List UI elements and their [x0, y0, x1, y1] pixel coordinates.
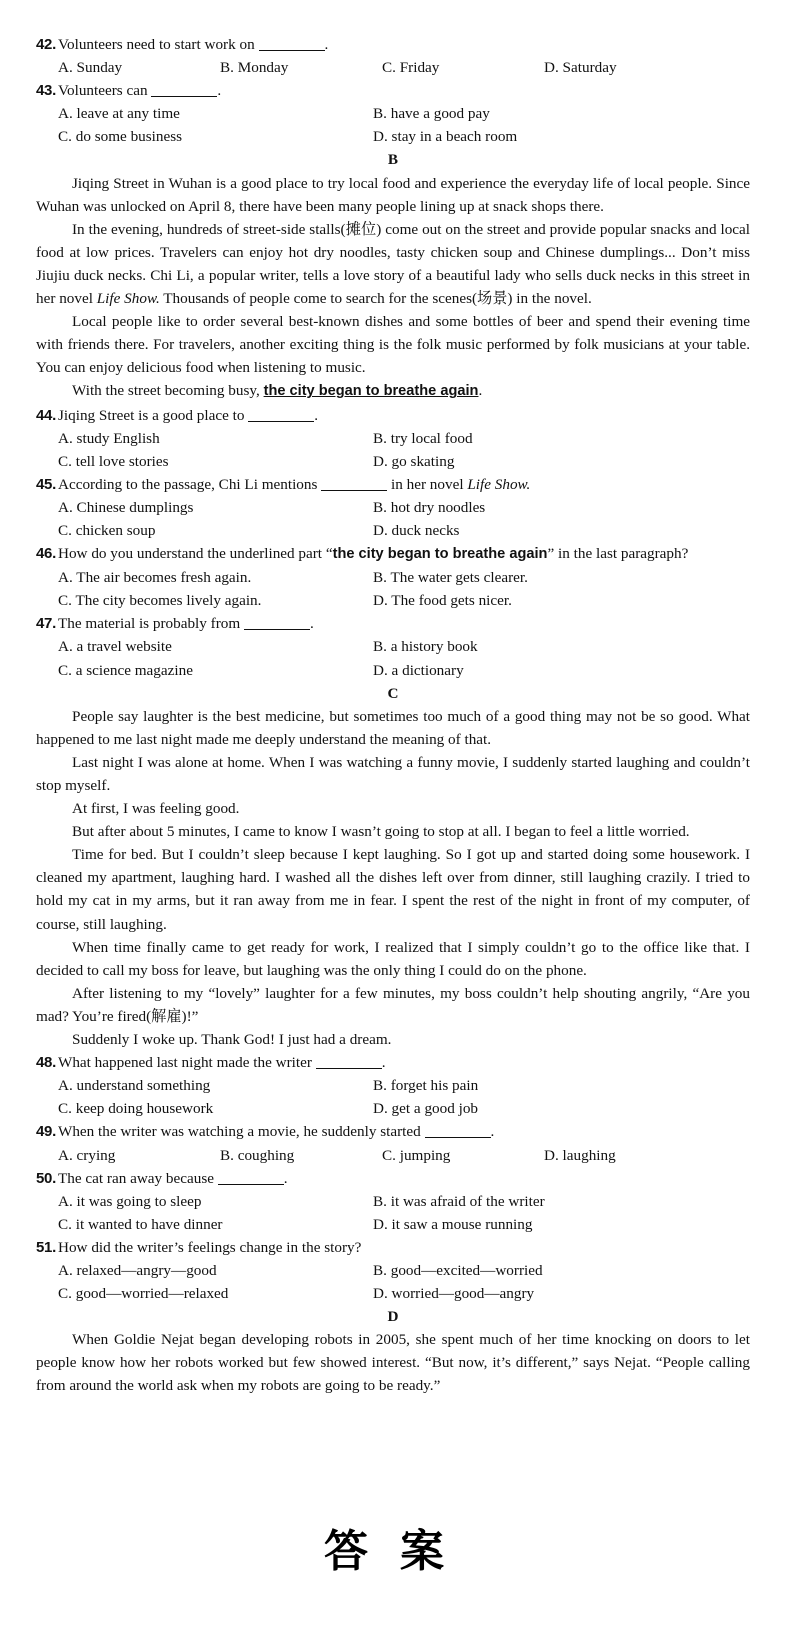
options-47: [36, 635, 750, 658]
question-number: 45.: [36, 475, 56, 493]
passage-c-paragraph-5: Time for bed. But I couldn’t sleep because I kept laughing. So I got up and started doing some housework. I cleaned my apartment, laughing hard. I washed all the dishes left over from dinner, still laughing crazily. I tried to hold my cat in my arms, but it ran away from me in fear. I spent the rest of the night in front of my computer, of course, still laughing.: [36, 846, 750, 933]
option-d: D. worried—good—angry: [373, 1285, 535, 1303]
options-46-row2: [36, 589, 750, 612]
question-42: [36, 33, 750, 56]
passage-b-paragraph-3: Local people like to order several best-known dishes and some bottles of beer and spend their evening time with friends there. For travelers, another exciting thing is the folk music performed by folk musicians at your table. You can enjoy delicious food when listening to music.: [36, 313, 750, 377]
novel-title: Life Show.: [467, 475, 531, 493]
option-d: D. duck necks: [373, 521, 460, 539]
question-stem: How did the writer’s feelings change in the story?: [58, 1238, 362, 1256]
passage-c-paragraph-4: But after about 5 minutes, I came to know I wasn’t going to stop at all. I began to feel a little worried.: [72, 823, 690, 841]
stem-end: .: [314, 406, 319, 424]
option-a: A. crying: [58, 1146, 116, 1164]
question-stem: When the writer was watching a movie, he suddenly started: [58, 1123, 421, 1141]
option-d: D. a dictionary: [373, 661, 464, 679]
underlined-phrase: the city began to breathe again: [263, 383, 479, 400]
option-c: C. The city becomes lively again.: [58, 592, 262, 610]
options-50-row2: [36, 1213, 750, 1236]
option-d: D. go skating: [373, 452, 455, 470]
stem-mid: in her novel: [387, 475, 468, 493]
paragraph-text: Thousands of people come to search for the scenes(场景) in the novel.: [159, 290, 592, 308]
passage-b-paragraph-1: Jiqing Street in Wuhan is a good place to try local food and experience the everyday life of local people. Since Wuhan was unlocked on April 8, there have been many people lining up at snack shops there.: [36, 174, 750, 215]
section-b-heading: B: [387, 151, 399, 169]
options-46: [36, 566, 750, 589]
question-43: [36, 79, 750, 102]
paragraph-text: .: [478, 382, 483, 400]
question-47: [36, 612, 750, 635]
options-51: [36, 1259, 750, 1282]
paragraph-text: In the evening, hundreds of street-side stalls(摊位) come out on the street and provide popular snacks and local food at low prices. Travelers can enjoy hot dry noodles, tasty chicken soup and Chinese dumplings... Don’t miss Jiujiu duck necks. Chi Li, a popular writer, tells a love story of a beautiful lady who sells duck necks in this street in her novel: [36, 220, 750, 308]
answer-blank: [218, 1170, 284, 1185]
answer-blank: [248, 407, 314, 422]
options-51-row2: [36, 1282, 750, 1305]
options-43: [36, 102, 750, 125]
option-b: B. forget his pain: [373, 1077, 479, 1095]
stem-end: .: [324, 36, 329, 53]
options-45: [36, 496, 750, 519]
options-48: [36, 1074, 750, 1097]
options-44: [36, 427, 750, 450]
passage-c-paragraph-3: At first, I was feeling good.: [72, 800, 240, 818]
passage-c-paragraph-6: When time finally came to get ready for work, I realized that I simply couldn’t go to the office like that. I decided to call my boss for leave, but laughing was the only thing I could do on the phone.: [36, 938, 750, 979]
question-49: [36, 1120, 750, 1143]
option-b: B. hot dry noodles: [373, 498, 486, 516]
answer-blank: [321, 476, 387, 491]
option-d: D. get a good job: [373, 1100, 479, 1118]
passage-c-paragraph-2: Last night I was alone at home. When I was watching a funny movie, I suddenly started laughing and couldn’t stop myself.: [36, 753, 750, 794]
question-50: [36, 1167, 750, 1190]
stem-end: .: [283, 1169, 288, 1187]
question-stem: According to the passage, Chi Li mentions: [58, 475, 318, 493]
passage-b-paragraph-2: [36, 218, 750, 310]
question-number: 42.: [36, 36, 56, 53]
section-d-heading: D: [387, 1308, 399, 1326]
options-42: [36, 56, 750, 79]
option-a: A. leave at any time: [58, 105, 180, 123]
question-stem: Volunteers can: [58, 82, 148, 100]
section-c-heading: C: [387, 684, 399, 702]
stem-end: .: [310, 615, 314, 633]
paragraph-text: With the street becoming busy,: [72, 382, 264, 400]
option-c: C. good—worried—relaxed: [58, 1285, 229, 1303]
stem-end: .: [381, 1054, 386, 1072]
question-number: 46.: [36, 545, 56, 563]
answer-blank: [244, 615, 310, 630]
passage-c-paragraph-1: People say laughter is the best medicine, but sometimes too much of a good thing may not be so good. What happened to me last night made me deeply understand the meaning of that.: [36, 707, 750, 748]
option-c: C. keep doing housework: [58, 1100, 214, 1118]
stem-end: .: [217, 82, 222, 100]
question-46: [36, 542, 750, 566]
option-d: D. stay in a beach room: [373, 128, 518, 146]
question-number: 50.: [36, 1169, 56, 1187]
options-44-row2: [36, 450, 750, 473]
option-c: C. tell love stories: [58, 452, 169, 470]
question-number: 44.: [36, 406, 56, 424]
option-c: C. Friday: [382, 59, 440, 77]
option-a: A. understand something: [58, 1077, 211, 1095]
option-d: D. it saw a mouse running: [373, 1215, 533, 1233]
question-number: 48.: [36, 1054, 56, 1072]
stem-end: .: [490, 1123, 495, 1141]
passage-c-paragraph-7: After listening to my “lovely” laughter for a few minutes, my boss couldn’t help shouting angrily, “Are you mad? You’re fired(解雇)!”: [36, 984, 750, 1025]
option-a: A. The air becomes fresh again.: [58, 569, 252, 587]
option-b: B. good—excited—worried: [373, 1261, 543, 1279]
question-number: 51.: [36, 1238, 56, 1256]
quoted-phrase: the city began to breathe again: [332, 546, 548, 563]
question-stem: The cat ran away because: [58, 1169, 214, 1187]
option-a: A. study English: [58, 429, 160, 447]
option-d: D. The food gets nicer.: [373, 592, 512, 610]
passage-b-paragraph-4: [36, 379, 750, 403]
question-number: 47.: [36, 615, 56, 633]
option-c: C. a science magazine: [58, 661, 193, 679]
options-49: [36, 1144, 750, 1167]
question-number: 49.: [36, 1123, 56, 1141]
question-48: [36, 1051, 750, 1074]
question-stem: Jiqing Street is a good place to: [58, 406, 245, 424]
passage-d-paragraph-1: When Goldie Nejat began developing robots in 2005, she spent much of her time knocking on doors to let people know how her robots worked but few showed interest. “But now, it’s different,” says Nejat. “People calling from around the world ask when my robots are going to be ready.”: [36, 1331, 750, 1395]
options-48-row2: [36, 1097, 750, 1120]
option-c: C. do some business: [58, 128, 183, 146]
option-b: B. try local food: [373, 429, 473, 447]
question-45: [36, 473, 750, 496]
question-51: [36, 1236, 750, 1259]
question-stem-end: ” in the last paragraph?: [547, 545, 689, 563]
option-c: C. chicken soup: [58, 521, 156, 539]
option-b: B. The water gets clearer.: [373, 569, 528, 587]
option-b: B. Monday: [220, 59, 289, 77]
question-44: [36, 404, 750, 427]
question-stem: How do you understand the underlined part “: [58, 545, 333, 563]
options-45-row2: [36, 519, 750, 542]
option-a: A. Chinese dumplings: [58, 498, 194, 516]
option-b: B. have a good pay: [373, 105, 490, 123]
option-a: A. it was going to sleep: [58, 1192, 202, 1210]
options-43-row2: [36, 125, 750, 148]
option-a: A. a travel website: [58, 638, 172, 656]
option-c: C. jumping: [382, 1146, 451, 1164]
option-a: A. Sunday: [58, 59, 123, 77]
novel-title: Life Show.: [96, 290, 160, 308]
option-d: D. Saturday: [544, 59, 617, 77]
question-stem: The material is probably from: [58, 615, 241, 633]
question-number: 43.: [36, 82, 56, 100]
question-stem: Volunteers need to start work on: [58, 36, 255, 53]
option-b: B. coughing: [220, 1146, 295, 1164]
passage-c-paragraph-8: Suddenly I woke up. Thank God! I just had a dream.: [72, 1031, 392, 1049]
option-b: B. a history book: [373, 638, 478, 656]
option-d: D. laughing: [544, 1146, 616, 1164]
options-47-row2: [36, 659, 750, 682]
answer-blank: [151, 82, 217, 97]
options-50: [36, 1190, 750, 1213]
answers-heading: 答案: [324, 1526, 476, 1577]
answer-blank: [425, 1123, 491, 1138]
exam-page: [36, 33, 750, 1398]
option-b: B. it was afraid of the writer: [373, 1192, 545, 1210]
option-a: A. relaxed—angry—good: [58, 1261, 217, 1279]
answer-blank: [259, 36, 325, 51]
question-stem: What happened last night made the writer: [58, 1054, 312, 1072]
answer-blank: [316, 1054, 382, 1069]
option-c: C. it wanted to have dinner: [58, 1215, 223, 1233]
